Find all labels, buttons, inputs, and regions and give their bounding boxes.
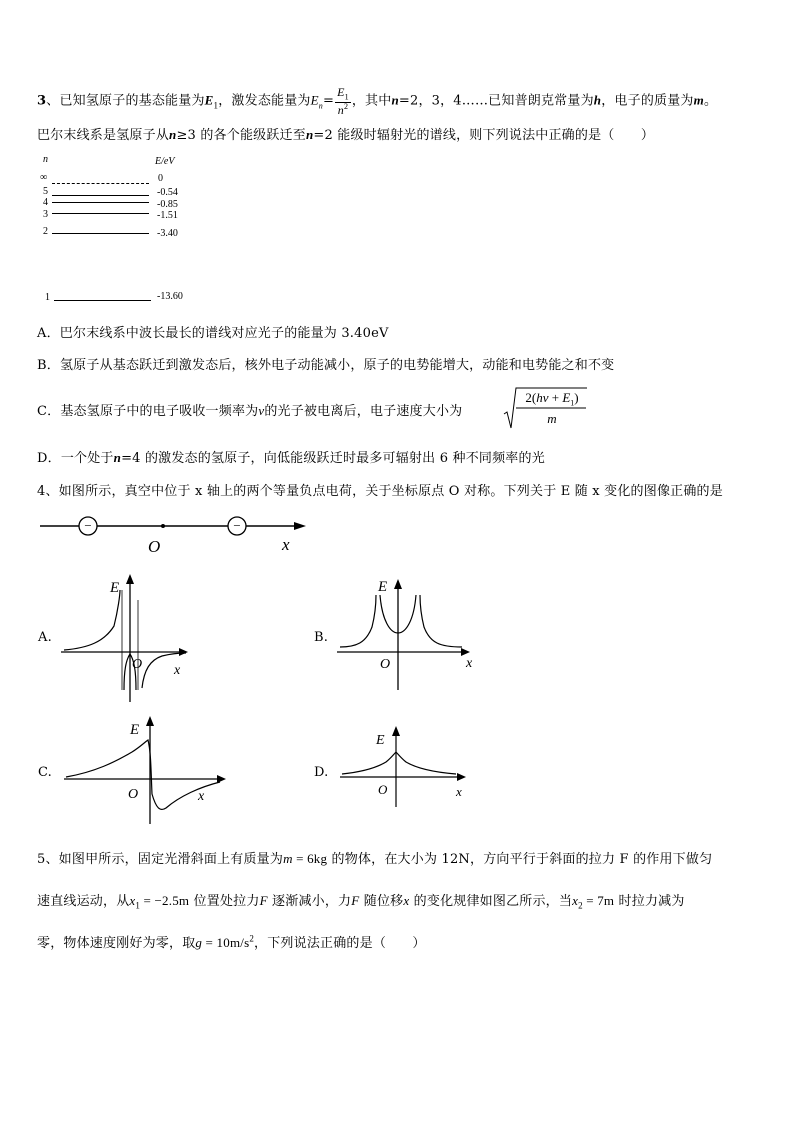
graph-b bbox=[334, 575, 479, 695]
svg-text:x: x bbox=[456, 784, 462, 799]
level-n-inf: ∞ bbox=[40, 172, 48, 183]
axis-origin-label: O bbox=[148, 537, 161, 556]
q4-text: 4、如图所示，真空中位于 x 轴上的两个等量负点电荷，关于坐标原点 O 对称。下列关于 E 随 x 变化的图像正确的是 bbox=[37, 484, 723, 499]
level-line-inf bbox=[52, 183, 149, 184]
energy-fraction: $\frac{E_1}{n^2}$ bbox=[337, 85, 349, 117]
svg-text:E: E bbox=[130, 722, 140, 738]
level-line-5 bbox=[52, 195, 149, 196]
q5-line-2: 速直线运动，从$x_1 = -2.5m$ 位置处拉力F 逐渐减小，力F 随位移x 的变化规律如图乙所示，当$x_2 = 7m$ 时拉力减为 bbox=[37, 893, 685, 911]
charges-axis-diagram bbox=[36, 512, 316, 556]
q5-line-3: 零，物体速度刚好为零，取$g = 10m/s^2$，下列说法正确的是（ ） bbox=[37, 933, 426, 951]
svg-text:x: x bbox=[198, 789, 205, 804]
level-e-2: -3.40 bbox=[157, 228, 178, 239]
graph-c bbox=[60, 712, 230, 827]
svg-text:O: O bbox=[378, 782, 388, 797]
level-n-3: 3 bbox=[43, 209, 48, 220]
level-n-5: 5 bbox=[43, 186, 48, 197]
level-e-1: -13.60 bbox=[157, 291, 183, 302]
q3-option-a: A．巴尔末线系中波长最长的谱线对应光子的能量为 3.40eV bbox=[37, 326, 389, 341]
svg-text:x: x bbox=[466, 656, 473, 671]
level-line-1 bbox=[54, 300, 151, 301]
level-e-3: -1.51 bbox=[157, 210, 178, 221]
q5-line-1: 5、如图甲所示，固定光滑斜面上有质量为m = 6kg 的物体，在大小为 12N，方向平行于斜面的拉力 F 的作用下做匀 bbox=[37, 851, 713, 867]
charge-sign-left: − bbox=[84, 518, 92, 533]
level-line-4 bbox=[52, 202, 149, 203]
svg-text:O: O bbox=[380, 657, 391, 672]
option-b-label: B. bbox=[314, 630, 329, 645]
q3-option-b: B．氢原子从基态跃迁到激发态后，核外电子动能减小，原子的电势能增大，动能和电势能之和不变 bbox=[37, 358, 615, 373]
level-n-1: 1 bbox=[45, 292, 50, 303]
diagram-n-label: n bbox=[43, 154, 48, 165]
diagram-e-label: E/eV bbox=[155, 156, 175, 167]
svg-text:E: E bbox=[376, 733, 385, 748]
level-e-inf: 0 bbox=[158, 173, 163, 184]
level-line-2 bbox=[52, 233, 149, 234]
charge-sign-right: − bbox=[233, 518, 241, 533]
level-line-3 bbox=[52, 213, 149, 214]
q3-line-2: 巴尔末线系是氢原子从n≥3 的各个能级跃迁至n=2 能级时辐射光的谱线，则下列说法中正确的是（ ） bbox=[37, 127, 655, 143]
x-axis-arrow bbox=[294, 522, 306, 530]
level-n-2: 2 bbox=[43, 226, 48, 237]
graph-a bbox=[58, 570, 198, 705]
q3-option-d: D．一个处于n=4 的激发态的氢原子，向低能级跃迁时最多可辐射出 6 种不同频率的光 bbox=[37, 450, 545, 466]
svg-text:O: O bbox=[128, 787, 139, 802]
origin-point bbox=[161, 524, 165, 528]
graph-d bbox=[336, 722, 476, 812]
formula-numerator: $2(h\nu + E_1)$ bbox=[525, 390, 579, 408]
level-e-5: -0.54 bbox=[157, 187, 178, 198]
q3-option-c: C．基态氢原子中的电子吸收一频率为ν的光子被电离后，电子速度大小为 bbox=[37, 403, 463, 419]
option-d-label: D. bbox=[314, 765, 329, 780]
formula-denominator: m bbox=[547, 411, 557, 426]
velocity-formula bbox=[502, 386, 588, 430]
svg-text:E: E bbox=[110, 580, 120, 596]
svg-text:x: x bbox=[174, 663, 181, 678]
option-c-label: C. bbox=[38, 765, 53, 780]
svg-text:E: E bbox=[378, 579, 388, 595]
axis-x-label: x bbox=[282, 535, 290, 554]
q3-line-1: 3、已知氢原子的基态能量为$E_1$，激发态能量为$E_n=$ $\frac{E_1}{n^2}$ ，其中n=2，3，4……已知普朗克常量为h，电子的质量为m。 bbox=[37, 85, 718, 117]
svg-text:O: O bbox=[132, 657, 143, 672]
level-e-4: -0.85 bbox=[157, 199, 178, 210]
option-a-label: A. bbox=[38, 630, 52, 645]
level-n-4: 4 bbox=[43, 197, 48, 208]
